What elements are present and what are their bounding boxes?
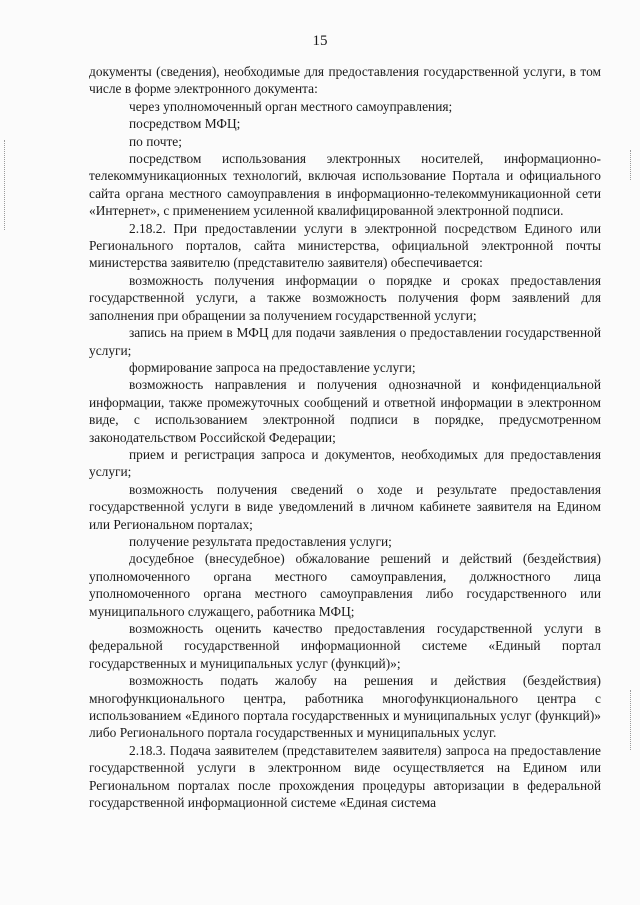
paragraph: посредством использования электронных носителей, информационно-телекоммуникационных технологий, включая использование Портала и официального сайта органа местного самоуправления в информационно-телекоммуникационной сети «Интернет», с применением усиленной квалифицированной электронной подписи. [89,151,601,219]
paragraph: прием и регистрация запроса и документов, необходимых для предоставления услуги; [89,446,601,480]
paragraph: возможность получения сведений о ходе и результате предоставления государственной услуги в виде уведомлений в личном кабинете заявителя на Едином или Региональном порталах; [89,481,601,532]
left-margin-mark [4,140,5,230]
paragraph: через уполномоченный орган местного самоуправления; [129,98,453,114]
paragraph: возможность получения информации о порядке и сроках предоставления государственной услуги, а также возможность получения форм заявлений для заполнения при обращении за получением государственной услуги; [89,272,601,323]
paragraph: возможность подать жалобу на решения и действия (бездействия) многофункционального центра, работника многофункционального центра с использованием «Единого портала государственных и муниципальных услуг (функций)» либо Регионального портала государственных и муниципальных услуг. [89,673,601,741]
paragraph: посредством МФЦ; [129,116,241,132]
body-text [89,63,601,811]
paragraph: документы (сведения), необходимые для предоставления государственной услуги, в том числе в форме электронного документа: [89,64,601,97]
paragraph: получение результата предоставления услуги; [129,533,392,549]
paragraph: досудебное (внесудебное) обжалование решений и действий (бездействия) уполномоченного органа местного самоуправления, должностного лица уполномоченного органа местного самоуправления либо государственного или муниципального служащего, работника МФЦ; [89,551,601,619]
paragraph: возможность направления и получения однозначной и конфиденциальной информации, также промежуточных сообщений и ответной информации в электронном виде, с использованием электронной подписи в порядке, предусмотренном законодательством Российской Федерации; [89,377,601,445]
right-margin-mark [630,150,631,180]
paragraph: 2.18.2. При предоставлении услуги в электронной посредством Единого или Регионального порталов, сайта министерства, официальной электронной почты министерства заявителю (представителю заявителя) обеспечивается: [89,220,601,271]
paragraph: 2.18.3. Подача заявителем (представителем заявителя) запроса на предоставление государственной услуги в электронном виде осуществляется на Едином или Региональном порталах после прохождения процедуры авторизации в федеральной государственной информационной системе «Единая система [89,742,601,811]
right-margin-mark [630,690,631,750]
paragraph: по почте; [129,133,182,149]
paragraph: формирование запроса на предоставление услуги; [129,359,416,375]
paragraph: запись на прием в МФЦ для подачи заявления о предоставлении государственной услуги; [89,325,601,358]
page-number: 15 [312,33,328,49]
paragraph: возможность оценить качество предоставления государственной услуги в федеральной государственной информационной системе «Единый портал государственных и муниципальных услуг (функций)»; [89,621,601,671]
